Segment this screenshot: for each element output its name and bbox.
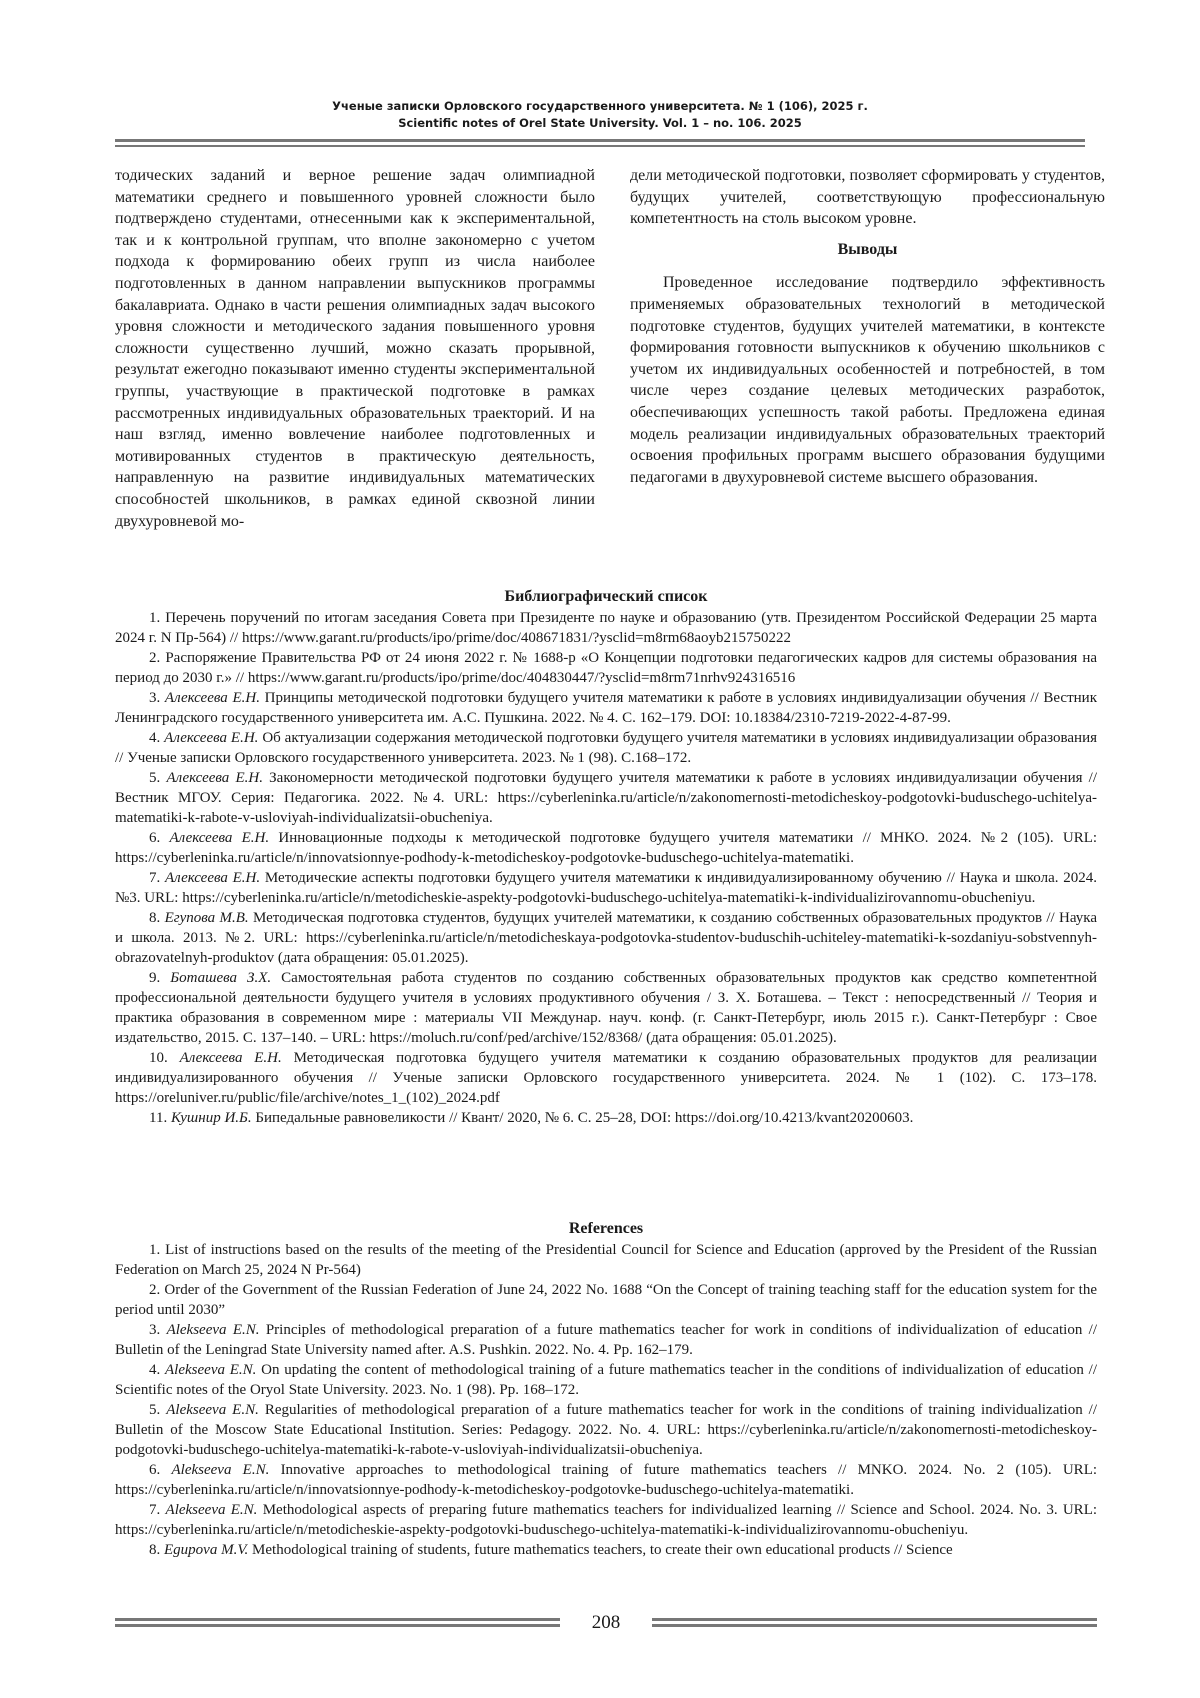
header-line-en: Scientific notes of Orel State University. Vol. 1 – no. 106. 2025 xyxy=(398,116,802,130)
reference-author: Алексеева Е.Н. xyxy=(165,870,265,886)
reference-author: Egupova M.V. xyxy=(164,1542,253,1558)
reference-number: 5. xyxy=(149,1402,167,1418)
conclusions-heading: Выводы xyxy=(837,240,898,258)
reference-number: 2. xyxy=(149,1282,165,1298)
reference-text: Самостоятельная работа студентов по созданию собственных образовательных продуктов как средство компетентной профессиональной деятельности будущего учителя в условиях продуктивного обучения / З. Х. Боташева. – Текст : непосредственный // Теория и практика образования в современном мире : материалы VII Междунар. науч. конф. (г. Санкт-Петербург, июль 2015 г.). Санкт-Петербург : Свое издательство, 2015. С. 137–140. – URL: https://moluch.ru/conf/ped/archive/152/8368/ (дата обращения: 05.01.2025). xyxy=(115,970,1098,1046)
body-paragraph: тодических заданий и верное решение задач олимпиадной математики среднего и повышенного уровней сложности было подтверждено студентами, отнесенными как к экспериментальной, так и к контрольной группам, что вполне закономерно с учетом подхода к формированию обеих групп из числа наиболее подготовленных в данном направлении выпускников программы бакалавриата. Однако в части решения олимпиадных задач высокого уровня сложности и методического задания повышенного уровня сложности существенно лучший, можно сказать прорывной, результат ежегодно показывают именно студенты экспериментальной группы, участвующие в практической подготовке в рамках рассмотренных индивидуальных образовательных траекторий. И на наш взгляд, именно вовлечение наиболее подготовленных и мотивированных студентов в практическую деятельность, направленную на развитие индивидуальных математических способностей школьников, в рамках единой сквозной линии двухуровневой мо- xyxy=(115,167,595,530)
references-list xyxy=(115,1240,1097,1560)
reference-item xyxy=(115,648,1097,688)
bibliography-list xyxy=(115,608,1097,1128)
reference-author: Алексеева Е.Н. xyxy=(164,730,263,746)
bibliography-heading: Библиографический список xyxy=(504,588,708,605)
header-line-ru: Ученые записки Орловского государственного университета. № 1 (106), 2025 г. xyxy=(332,99,868,113)
reference-number: 10. xyxy=(149,1050,180,1066)
reference-number: 8. xyxy=(149,910,165,926)
reference-number: 8. xyxy=(149,1542,164,1558)
reference-text: Закономерности методической подготовки будущего учителя математики к работе в условиях индивидуализации обучения // Вестник МГОУ. Серия: Педагогика. 2022. №4. URL: https://cyberleninka.ru/article/n/zakonomernosti-metodicheskoy-podgotovki-buduschego-uchitelya-matematiki-k-rabote-v-usloviyah-individualizatsii-obucheniya. xyxy=(115,770,1098,826)
reference-text: On updating the content of methodological training of a future mathematics teacher in the conditions of individualization of education // Scientific notes of the Oryol State University. 2023. No. 1 (98). Pp. 168–172. xyxy=(115,1362,1098,1398)
references-heading: References xyxy=(568,1220,644,1237)
reference-item xyxy=(115,908,1097,968)
reference-item xyxy=(115,1280,1097,1320)
reference-text: Инновационные подходы к методической подготовке будущего учителя математики // МНКО. 2024. №2 (105). URL: https://cyberleninka.ru/article/n/innovatsionnye-podhody-k-metodicheskoy-podgotovke-buduschego-uchitelya-matematiki. xyxy=(115,830,1098,866)
reference-author: Alekseeva E.N. xyxy=(165,1502,263,1518)
reference-number: 7. xyxy=(149,1502,166,1518)
right-column xyxy=(630,165,1105,488)
page-footer xyxy=(115,1612,1097,1642)
reference-item xyxy=(115,828,1097,868)
header-rule-thick xyxy=(115,139,1085,142)
reference-item xyxy=(115,1540,1097,1560)
reference-text: List of instructions based on the results of the meeting of the Presidential Council for Science and Education (approved by the President of the Russian Federation on March 25, 2024 N Pr-564) xyxy=(115,1242,1098,1278)
reference-number: 3. xyxy=(149,1322,167,1338)
reference-item xyxy=(115,1400,1097,1460)
reference-number: 11. xyxy=(149,1110,171,1126)
reference-number: 9. xyxy=(149,970,171,986)
reference-text: Principles of methodological preparation of a future mathematics teacher for work in conditions of individualization of education // Bulletin of the Leningrad State University named after. A.S. Pushkin. 2022. No. 4. Pp. 162–179. xyxy=(115,1322,1097,1358)
reference-item xyxy=(115,1240,1097,1280)
reference-item xyxy=(115,868,1097,908)
references-en xyxy=(115,1219,1097,1560)
page-number: 208 xyxy=(591,1612,621,1633)
reference-number: 2. xyxy=(149,650,166,666)
reference-item xyxy=(115,728,1097,768)
reference-item xyxy=(115,1320,1097,1360)
reference-author: Алексеева Е.Н. xyxy=(179,1050,294,1066)
reference-text: Методическая подготовка будущего учителя математики к созданию образовательных продуктов для реализации индивидуализированного обучения // Ученые записки Орловского государственного университета. 2024. № 1 (102). С. 173–178. https://oreluniver.ru/public/file/archive/notes_1_(102)_2024.pdf xyxy=(115,1050,1098,1106)
reference-author: Алексеева Е.Н. xyxy=(164,690,265,706)
reference-author: Боташева З.Х. xyxy=(170,970,282,986)
reference-item xyxy=(115,608,1097,648)
reference-text: Распоряжение Правительства РФ от 24 июня 2022 г. № 1688-р «О Концепции подготовки педагогических кадров для системы образования на период до 2030 г.» // https://www.garant.ru/products/ipo/prime/doc/404830447/?ysclid=m8rm71nrhv924316516 xyxy=(115,650,1097,686)
reference-text: Методическая подготовка студентов, будущих учителей математики, к созданию собственных образовательных продуктов // Наука и школа. 2013. №2. URL: https://cyberleninka.ru/article/n/metodicheskaya-podgotovka-studentov-buduschih-uchiteley-matematiki-k-sozdaniyu-sobstvennyh-obrazovatelnyh-produktov (дата обращения: 05.01.2025). xyxy=(115,910,1097,966)
reference-author: Alekseeva E.N. xyxy=(165,1362,262,1378)
reference-author: Alekseeva E.N. xyxy=(171,1462,281,1478)
reference-text: Order of the Government of the Russian Federation of June 24, 2022 No. 1688 “On the Concept of training teaching staff for the education system for the period until 2030” xyxy=(115,1282,1098,1318)
reference-number: 6. xyxy=(149,830,170,846)
reference-item xyxy=(115,1360,1097,1400)
reference-number: 5. xyxy=(149,770,167,786)
reference-number: 6. xyxy=(149,1462,172,1478)
reference-author: Кушнир И.Б. xyxy=(170,1110,256,1126)
body-paragraph: дели методической подготовки, позволяет сформировать у студентов, будущих учителей, соответствующую профессиональную компетентность на столь высоком уровне. xyxy=(630,167,1105,228)
reference-item xyxy=(115,768,1097,828)
reference-number: 3. xyxy=(149,690,165,706)
reference-number: 4. xyxy=(149,730,165,746)
reference-item xyxy=(115,968,1097,1048)
conclusions-paragraph: Проведенное исследование подтвердило эффективность применяемых образовательных технологий в методической подготовке студентов, будущих учителей математики, в контексте формирования готовности выпускников к обучению школьников с учетом их индивидуальных особенностей и потребностей, в том числе через создание целевых методических разработок, обеспечивающих успешность такой работы. Предложена единая модель реализации индивидуальных образовательных траекторий освоения профильных программ высшего образования будущими педагогами в двухуровневой системе высшего образования. xyxy=(630,274,1105,486)
reference-text: Methodological aspects of preparing future mathematics teachers for individualized learning // Science and School. 2024. No. 3. URL: https://cyberleninka.ru/article/n/metodicheskie-aspekty-podgotovki-buduschego-uchitelya-matematiki-k-individualizirovannomu-obucheniyu. xyxy=(115,1502,1098,1538)
reference-item xyxy=(115,1048,1097,1108)
header-rule-thin xyxy=(115,145,1085,147)
left-column xyxy=(115,165,595,532)
reference-text: Методические аспекты подготовки будущего учителя математики к индивидуализированному обучению // Наука и школа. 2024. №3. URL: https://cyberleninka.ru/article/n/metodicheskie-aspekty-podgotovki-buduschego-uchitelya-matematiki-k-individualizirovannomu-obucheniyu. xyxy=(115,870,1097,906)
running-header xyxy=(115,98,1085,132)
reference-author: Егупова М.В. xyxy=(164,910,253,926)
bibliography-ru xyxy=(115,587,1097,1128)
reference-number: 7. xyxy=(149,870,166,886)
reference-number: 1. xyxy=(149,1242,166,1258)
reference-author: Алексеева Е.Н. xyxy=(166,770,270,786)
reference-text: Regularities of methodological preparation of a future mathematics teacher for work in the conditions of training individualization // Bulletin of the Moscow State Educational Institution. Series: Pedagogy. 2022. No. 4. URL: https://cyberleninka.ru/article/n/zakonomernosti-metodicheskoy-podgotovki-buduschego-uchitelya-matematiki-k-rabote-v-usloviyah-individualizatsii-obucheniya. xyxy=(115,1402,1098,1458)
reference-text: Methodological training of students, future mathematics teachers, to create their own educational products // Science xyxy=(252,1542,953,1558)
reference-item xyxy=(115,1460,1097,1500)
reference-number: 4. xyxy=(149,1362,166,1378)
reference-item xyxy=(115,1500,1097,1540)
reference-item xyxy=(115,1108,1097,1128)
reference-number: 1. xyxy=(149,610,166,626)
reference-item xyxy=(115,688,1097,728)
reference-author: Alekseeva E.N. xyxy=(166,1322,266,1338)
header-rule xyxy=(115,139,1085,147)
footer-rule-right xyxy=(652,1618,1097,1627)
reference-text: Перечень поручений по итогам заседания Совета при Президенте по науке и образованию (утв. Президентом Российской Федерации 25 марта 2024 г. N Пр-564) // https://www.garant.ru/products/ipo/prime/doc/408671831/?ysclid=m8rm68aoyb215750222 xyxy=(115,610,1097,646)
reference-author: Алексеева Е.Н. xyxy=(169,830,279,846)
reference-text: Принципы методической подготовки будущего учителя математики к работе в условиях индивидуализации обучения // Вестник Ленинградского государственного университета им. А.С. Пушкина. 2022. № 4. С. 162–179. DOI: 10.18384/2310-7219-2022-4-87-99. xyxy=(115,690,1097,726)
reference-text: Бипедальные равновеликости // Квант/ 2020, № 6. С. 25–28, DOI: https://doi.org/10.4213/kvant20200603. xyxy=(255,1110,914,1126)
reference-author: Alekseeva E.N. xyxy=(166,1402,265,1418)
reference-text: Об актуализации содержания методической подготовки будущего учителя математики в условиях индивидуализации образования // Ученые записки Орловского государственного университета. 2023. № 1 (98). С.168–172. xyxy=(115,730,1097,766)
reference-text: Innovative approaches to methodological training of future mathematics teachers // MNKO. 2024. No. 2 (105). URL: https://cyberleninka.ru/article/n/innovatsionnye-podhody-k-metodicheskoy-podgotovke-buduschego-uchitelya-matematiki. xyxy=(115,1462,1098,1498)
